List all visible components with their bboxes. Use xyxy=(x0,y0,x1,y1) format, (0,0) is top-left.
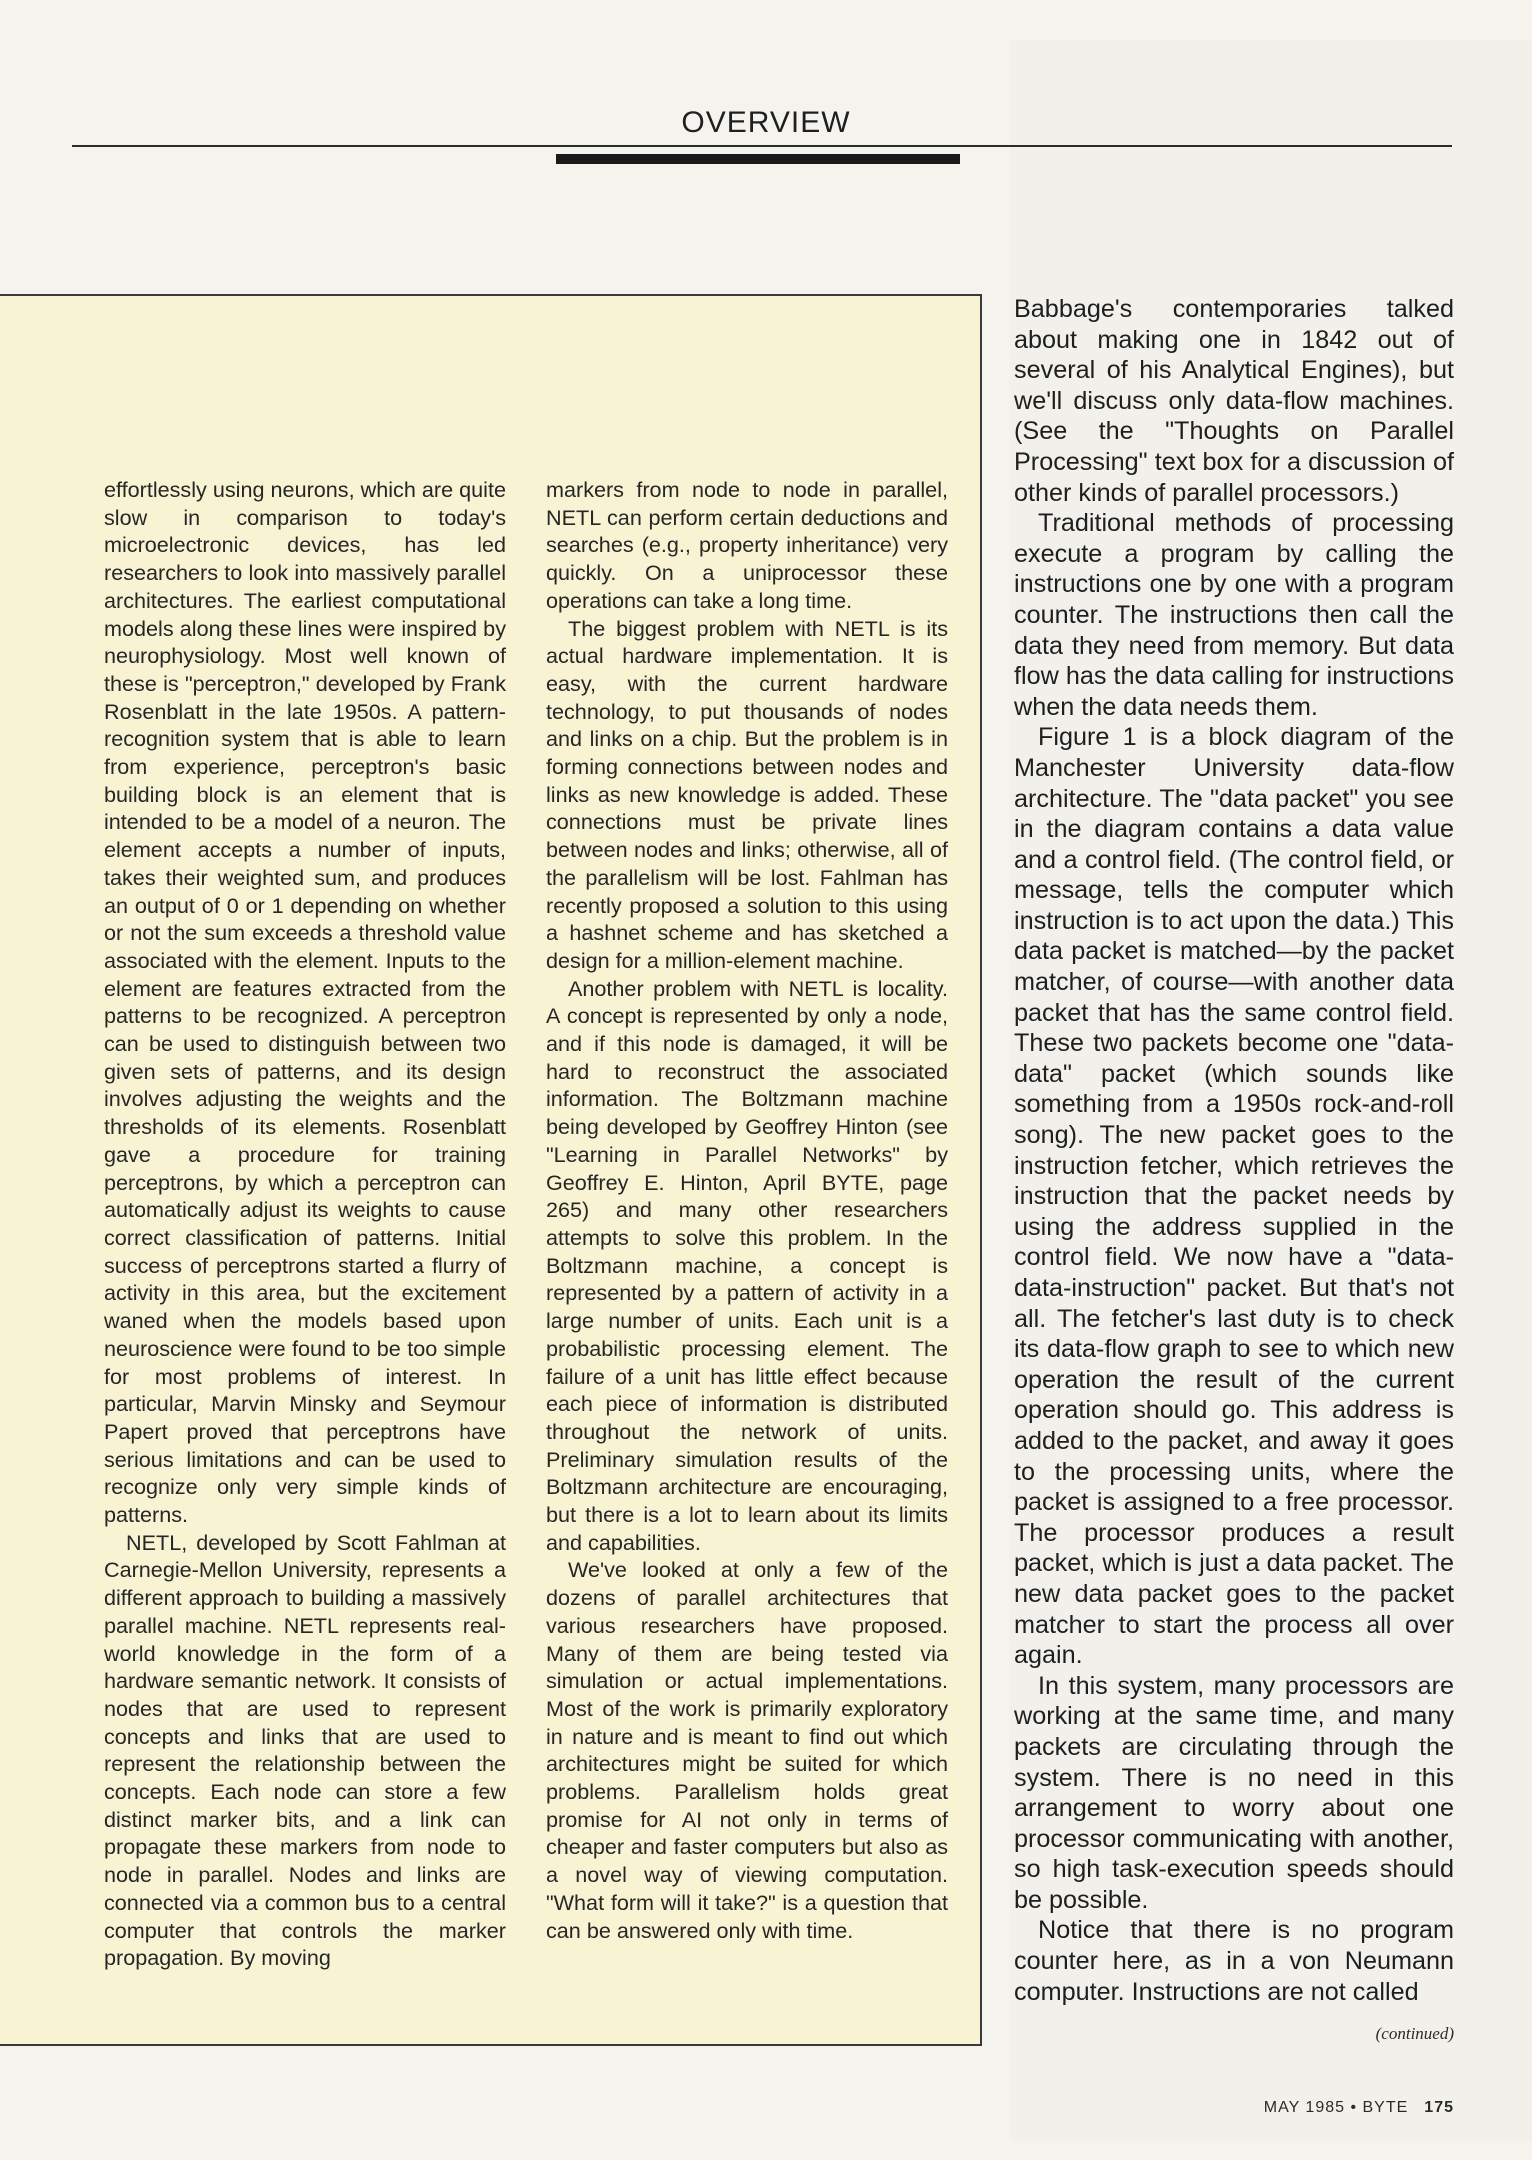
sidebar-column-right xyxy=(546,476,948,1944)
main-article-column xyxy=(1014,294,1454,2007)
page-footer xyxy=(1100,2099,1454,2117)
header-accent-bar xyxy=(556,154,960,164)
article-paragraph: Traditional methods of processing execute a program by calling the instructions one by one with a program counter. The instructions then call the data they need from memory. But data flow has the data calling for instructions when the data needs them. xyxy=(1014,509,1454,721)
article-paragraph: Figure 1 is a block diagram of the Manchester University data-flow architecture. The "data packet" you see in the diagram contains a data value and a control field. (The control field, or message, tells the computer which instruction is to act upon the data.) This data packet is matched—by the packet matcher, of course—with another data packet that has the same control field. These two packets become one "data-data" packet (which sounds like something from a 1950s rock-and-roll song). The new packet goes to the instruction fetcher, which retrieves the instruction that the packet needs by using the address supplied in the control field. We now have a "data-data-instruction" packet. But that's not all. The fetcher's last duty is to check its data-flow graph to see to which new operation the result of the current operation should go. This address is added to the packet, and away it goes to the processing units, where the packet is assigned to a free processor. The processor produces a result packet, which is just a data packet. The new data packet goes to the packet matcher to start the process all over again. xyxy=(1014,723,1454,1670)
sidebar-paragraph: The biggest problem with NETL is its actual hardware implementation. It is easy, with the current hardware technology, to put thousands of nodes and links on a chip. But the problem is in forming connections between nodes and links as new knowledge is added. These connections must be private lines between nodes and links; otherwise, all of the parallelism will be lost. Fahlman has recently proposed a solution to this using a hashnet scheme and has sketched a design for a million-element machine. xyxy=(546,615,948,973)
continued-note: (continued) xyxy=(1375,2024,1454,2043)
sidebar-paragraph: NETL, developed by Scott Fahlman at Carnegie-Mellon University, represents a different approach to building a massively parallel machine. NETL represents real-world knowledge in the form of a hardware semantic network. It consists of nodes that are used to represent concepts and links that are used to represent the relationship between the concepts. Each node can store a few distinct marker bits, and a link can propagate these markers from node to node in parallel. Nodes and links are connected via a common bus to a central computer that controls the marker propagation. By moving xyxy=(104,1529,506,1971)
sidebar-paragraph: We've looked at only a few of the dozens of parallel architectures that various researchers have proposed. Many of them are being tested via simulation or actual implementations. Most of the work is primarily exploratory in nature and is meant to find out which architectures might be suited for which problems. Parallelism holds great promise for AI not only in terms of cheaper and faster computers but also as a novel way of viewing computation. "What form will it take?" is a question that can be answered only with time. xyxy=(546,1557,948,1943)
header-rule xyxy=(72,145,1452,147)
sidebar-paragraph: Another problem with NETL is locality. A concept is represented by only a node, and if this node is damaged, it will be hard to reconstruct the associated information. The Boltzmann machine being developed by Geoffrey Hinton (see "Learning in Parallel Networks" by Geoffrey E. Hinton, April BYTE, page 265) and many other researchers attempts to solve this problem. In the Boltzmann machine, a concept is represented by a pattern of activity in a large number of units. Each unit is a probabilistic processing element. The failure of a unit has little effect because each piece of information is distributed throughout the network of units. Preliminary simulation results of the Boltzmann architecture are encouraging, but there is a lot to learn about its limits and capabilities. xyxy=(546,975,948,1555)
sidebar-paragraph: markers from node to node in parallel, NETL can perform certain deductions and searches (e.g., property inheritance) very quickly. On a uniprocessor these operations can take a long time. xyxy=(546,477,948,613)
issue-label: MAY 1985 • BYTE xyxy=(1263,2099,1409,2116)
sidebar-column-left xyxy=(104,476,506,1972)
article-paragraph: Babbage's contemporaries talked about making one in 1842 out of several of his Analytical Engines), but we'll discuss only data-flow machines. (See the "Thoughts on Parallel Processing" text box for a discussion of other kinds of parallel processors.) xyxy=(1014,295,1454,507)
article-paragraph: Notice that there is no program counter here, as in a von Neumann computer. Instructions are not called xyxy=(1014,1916,1454,2006)
sidebar-paragraph: effortlessly using neurons, which are quite slow in comparison to today's microelectronic devices, has led researchers to look into massively parallel architectures. The earliest computational models along these lines were inspired by neurophysiology. Most well known of these is "perceptron," developed by Frank Rosenblatt in the late 1950s. A pattern-recognition system that is able to learn from experience, perceptron's basic building block is an element that is intended to be a model of a neuron. The element accepts a number of inputs, takes their weighted sum, and produces an output of 0 or 1 depending on whether or not the sum exceeds a threshold value associated with the element. Inputs to the element are features extracted from the patterns to be recognized. A perceptron can be used to distinguish between two given sets of patterns, and its design involves adjusting the weights and the thresholds of its elements. Rosenblatt gave a procedure for training perceptrons, by which a perceptron can automatically adjust its weights to cause correct classification of patterns. Initial success of perceptrons started a flurry of activity in this area, but the excitement waned when the models based upon neuroscience were found to be too simple for most problems of interest. In particular, Marvin Minsky and Seymour Papert proved that perceptrons have serious limitations and can be used to recognize only very simple kinds of patterns. xyxy=(104,477,506,1528)
section-title: OVERVIEW xyxy=(681,106,851,139)
page-number: 175 xyxy=(1424,2099,1454,2116)
article-paragraph: In this system, many processors are working at the same time, and many packets are circulating through the system. There is no need in this arrangement to worry about one processor communicating with another, so high task-execution speeds should be possible. xyxy=(1014,1671,1454,1914)
